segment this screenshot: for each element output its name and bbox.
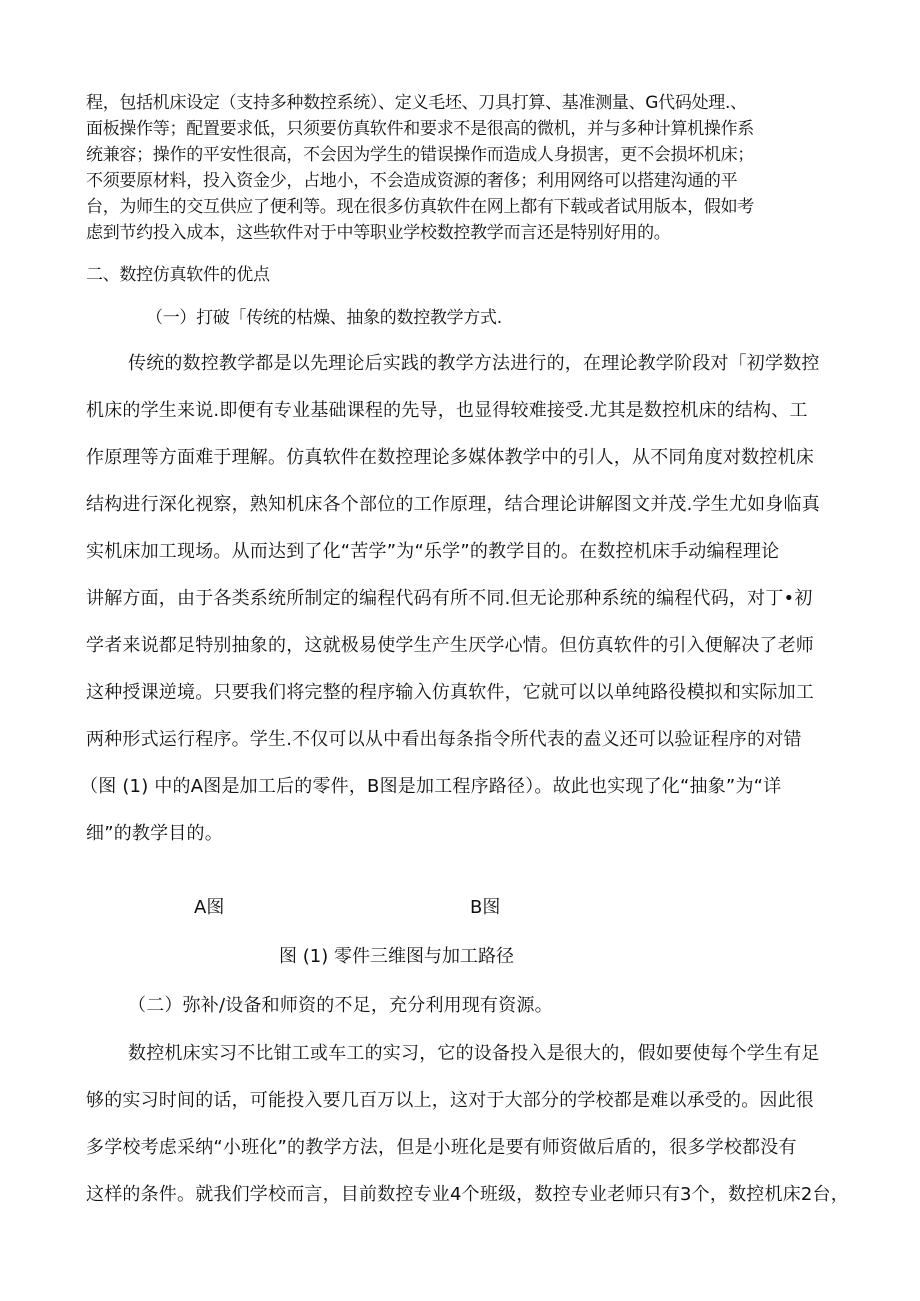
- intro-line-1: 程，包括机床设定（支持多种数控系统）、定义毛坯、刀具打算、基准测量、G代码处理.、: [86, 93, 747, 113]
- intro-line-3: 统兼容；操作的平安性很高，不会因为学生的错误操作而造成人身损害，更不会损坏机床；: [86, 145, 754, 165]
- body-line-1: 传统的数控教学都是以先理论后实践的教学方法进行的，在理论教学阶段对「初学数控: [128, 353, 820, 374]
- figure-label-a: A图: [194, 897, 225, 918]
- section-heading: 二、数控仿真软件的优点: [86, 265, 270, 285]
- body-line-10: （图 (1) 中的A图是加工后的零件，B图是加工程序路径）。故此也实现了化“抽象”为“详: [80, 776, 782, 797]
- subsection-1-heading: （一）打破「传统的枯燥、抽象的数控教学方式.: [146, 308, 502, 328]
- body-line-8: 这种授课逆境。只要我们将完整的程序输入仿真软件，它就可以以单纯路役模拟和实际加工: [86, 682, 814, 703]
- body2-line-4: 这样的条件。就我们学校而言，目前数控专业4个班级，数控专业老师只有3个，数控机床2台，: [86, 1184, 849, 1205]
- body-line-7: 学者来说都足特别抽象的，这就极易使学生产生厌学心情。但仿真软件的引入便解决了老师: [86, 635, 814, 656]
- figure-caption: 图 (1) 零件三维图与加工路径: [279, 946, 514, 967]
- intro-line-6: 虑到节约投入成本，这些软件对于中等职业学校数控教学而言还是特别好用的。: [86, 223, 671, 243]
- body2-line-1: 数控机床实习不比钳工或车工的实习，它的设备投入是很大的，假如要使每个学生有足: [128, 1043, 820, 1064]
- body-line-2: 机床的学生来说.即便有专业基础课程的先导，也显得较难接受.尤其是数控机床的结构、工: [86, 400, 808, 421]
- body-line-5: 实机床加工现场。从而达到了化“苦学”为“乐学”的教学目的。在数控机床手动编程理论: [86, 541, 780, 562]
- body-line-9: 两种形式运行程序。学生.不仅可以从中看出每条指令所代表的盍义还可以验证程序的对错: [86, 729, 802, 750]
- body2-line-2: 够的实习时间的话，可能投入要几百万以上，这对于大部分的学校都是难以承受的。因此很: [86, 1090, 814, 1111]
- subsection-2-heading: （二）弥补/设备和师资的不足，充分利用现有资源。: [128, 995, 553, 1016]
- body-line-3: 作原理等方面难于理解。仿真软件在数控理论多媒体教学中的引人，从不同角度对数控机床: [86, 447, 814, 468]
- figure-label-b: B图: [470, 897, 501, 918]
- body-line-4: 结构进行深化视察，熟知机床各个部位的工作原理，结合理论讲解图文并茂.学生尤如身临真: [86, 494, 820, 515]
- intro-line-2: 面板操作等；配置要求低，只须要仿真软件和要求不是很高的微机，并与多种计算机操作系: [86, 119, 754, 139]
- body-line-6: 讲解方面，由于各类系统所制定的编程代码有所不同.但无论那种系统的编程代码，对丁•初: [86, 588, 813, 609]
- body2-line-3: 多学校考虑采纳“小班化”的教学方法，但是小班化是要有师资做后盾的，很多学校都没有: [86, 1137, 797, 1158]
- body-line-11: 细”的教学目的。: [86, 823, 223, 844]
- intro-line-4: 不须要原材料，投入资金少，占地小，不会造成资源的奢侈；利用网络可以搭建沟通的平: [86, 171, 738, 191]
- intro-line-5: 台，为师生的交互供应了便利等。现在很多仿真软件在网上都有下载或者试用版本，假如考: [86, 197, 754, 217]
